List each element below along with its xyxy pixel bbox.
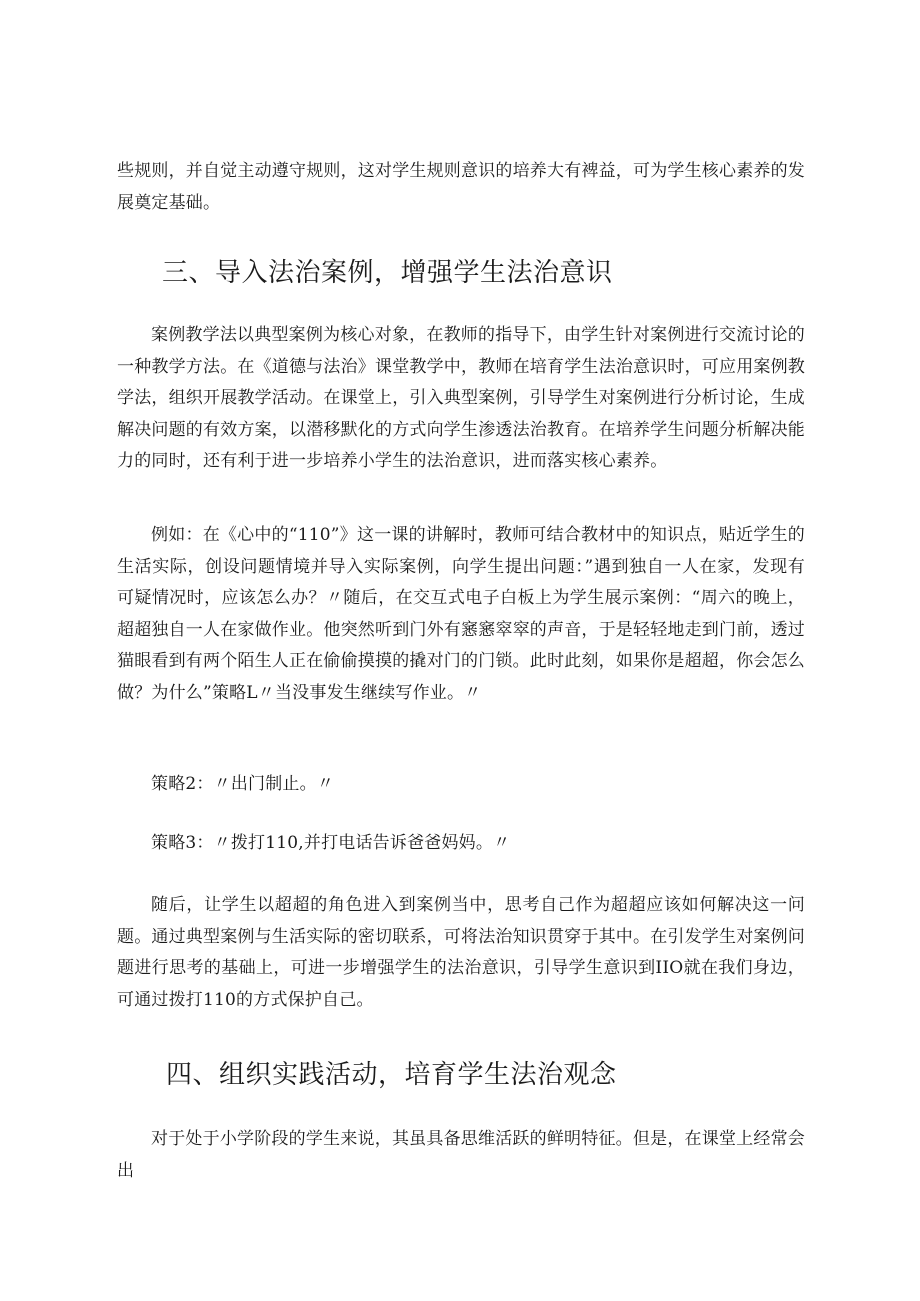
- section-3-paragraph-2: 例如：在《心中的“110”》这一课的讲解时，教师可结合教材中的知识点，贴近学生的生活实际，创设问题情境并导入实际案例，向学生提出问题：”遇到独自一人在家，发现有可疑情况时，应该怎么办？〃随后，在交互式电子白板上为学生展示案例：“周六的晚上，超超独自一人在家做作业。他突然听到门外有窸窸窣窣的声音，于是轻轻地走到门前，透过猫眼看到有两个陌生人正在偷偷摸摸的撬对门的门锁。此时此刻，如果你是超超，你会怎么做？为什么”策略L〃当没事发生继续写作业。〃: [117, 525, 805, 703]
- intro-continuation-paragraph: 些规则，并自觉主动遵守规则，这对学生规则意识的培养大有裨益，可为学生核心素养的发展奠定基础。: [117, 161, 805, 213]
- section-3-paragraph-3: 随后，让学生以超超的角色进入到案例当中，思考自己作为超超应该如何解决这一问题。通过典型案例与生活实际的密切联系，可将法治知识贯穿于其中。在引发学生对案例问题进行思考的基础上，可进一步增强学生的法治意识，引导学生意识到IIO就在我们身边，可通过拨打110的方式保护自己。: [117, 895, 805, 1010]
- section-4-paragraph-1: 对于处于小学阶段的学生来说，其虽具备思维活跃的鲜明特征。但是，在课堂上经常会出: [117, 1129, 805, 1181]
- strategy-3-line: 策略3：〃拨打110,并打电话告诉爸爸妈妈。〃: [151, 833, 511, 853]
- section-3-paragraph-1: 案例教学法以典型案例为核心对象，在教师的指导下，由学生针对案例进行交流讨论的一种教学方法。在《道德与法治》课堂教学中，教师在培育学生法治意识时，可应用案例教学法，组织开展教学活动。在课堂上，引入典型案例，引导学生对案例进行分析讨论，生成解决问题的有效方案，以潜移默化的方式向学生渗透法治教育。在培养学生问题分析解决能力的同时，还有利于进一步培养小学生的法治意识，进而落实核心素养。: [117, 325, 805, 471]
- section-3-heading: 三、导入法治案例，增强学生法治意识: [162, 258, 613, 288]
- section-4-heading: 四、组织实践活动，培育学生法治观念: [166, 1060, 617, 1090]
- strategy-2-line: 策略2：〃出门制止。〃: [151, 774, 335, 794]
